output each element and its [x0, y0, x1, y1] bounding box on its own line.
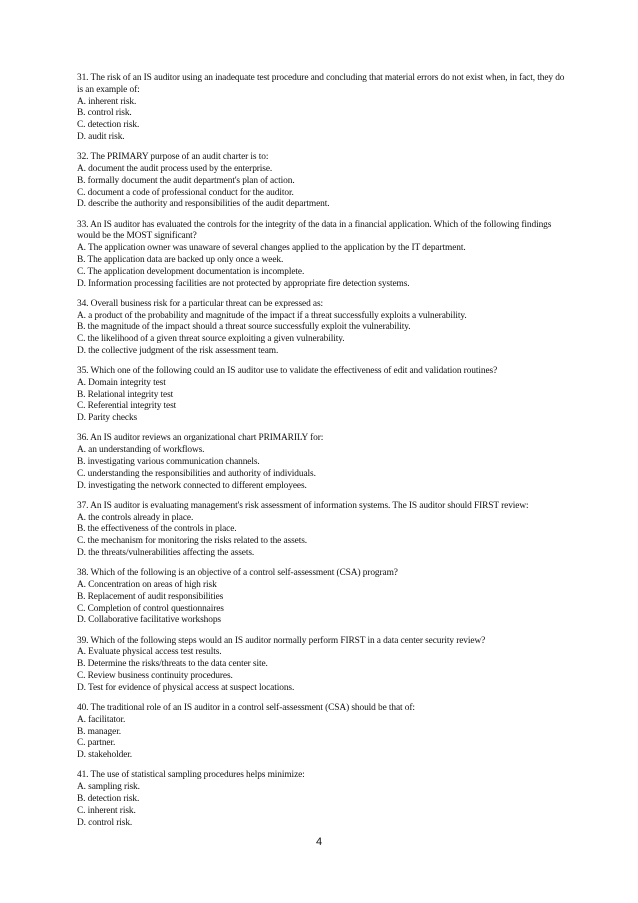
- option-b: B. Relational integrity test: [77, 389, 174, 400]
- option-c: C. document a code of professional conduct for the auditor.: [77, 187, 294, 198]
- option-a: A. facilitator.: [77, 714, 126, 725]
- question-stem: 34. Overall business risk for a particular threat can be expressed as:: [77, 298, 324, 309]
- option-d: D. investigating the network connected to different employees.: [77, 480, 307, 491]
- option-d: D. the collective judgment of the risk assessment team.: [77, 345, 279, 356]
- option-b: B. the effectiveness of the controls in place.: [77, 524, 237, 535]
- question-33: [77, 220, 567, 291]
- option-c: C. The application development documentation is incomplete.: [77, 266, 305, 277]
- option-c: C. understanding the responsibilities and authority of individuals.: [77, 468, 316, 479]
- option-c: C. Referential integrity test: [77, 401, 177, 412]
- question-stem: 39. Which of the following steps would an IS auditor normally perform FIRST in a data center security review?: [77, 635, 486, 646]
- option-d: D. Test for evidence of physical access at suspect locations.: [77, 682, 295, 693]
- option-c: C. detection risk.: [77, 120, 140, 131]
- option-d: D. describe the authority and responsibilities of the audit department.: [77, 199, 330, 210]
- question-35: [77, 366, 567, 425]
- option-d: D. stakeholder.: [77, 750, 132, 761]
- option-d: D. Collaborative facilitative workshops: [77, 615, 221, 626]
- question-stem: 37. An IS auditor is evaluating management's risk assessment of information systems. The IS auditor should FIRST review:: [77, 500, 529, 511]
- question-stem: 33. An IS auditor has evaluated the controls for the integrity of the data in a financial application. Which of the following findings would be the MOST significant?: [77, 219, 552, 242]
- question-31: [77, 73, 567, 144]
- option-b: B. Replacement of audit responsibilities: [77, 591, 224, 602]
- option-c: C. the likelihood of a given threat source exploiting a given vulnerability.: [77, 334, 345, 345]
- option-a: A. document the audit process used by the enterprise.: [77, 163, 273, 174]
- question-stem: 40. The traditional role of an IS auditor in a control self-assessment (CSA) should be that of:: [77, 702, 415, 713]
- question-38: [77, 568, 567, 627]
- option-d: D. audit risk.: [77, 131, 125, 142]
- option-c: C. Review business continuity procedures.: [77, 670, 233, 681]
- option-d: D. Information processing facilities are not protected by appropriate fire detection systems.: [77, 278, 410, 289]
- question-stem: 41. The use of statistical sampling procedures helps minimize:: [77, 770, 305, 781]
- option-b: B. detection risk.: [77, 793, 140, 804]
- option-a: A. Evaluate physical access test results.: [77, 647, 222, 658]
- option-b: B. investigating various communication channels.: [77, 457, 260, 468]
- question-39: [77, 636, 567, 695]
- option-b: B. control risk.: [77, 108, 132, 119]
- question-36: [77, 433, 567, 492]
- option-b: B. The application data are backed up only once a week.: [77, 254, 284, 265]
- option-b: B. Determine the risks/threats to the data center site.: [77, 659, 268, 670]
- question-32: [77, 152, 567, 211]
- option-a: A. the controls already in place.: [77, 512, 194, 523]
- option-d: D. Parity checks: [77, 413, 138, 424]
- page-number: 4: [315, 836, 323, 848]
- option-a: A. Domain integrity test: [77, 377, 166, 388]
- option-c: C. the mechanism for monitoring the risks related to the assets.: [77, 536, 308, 547]
- option-d: D. the threats/vulnerabilities affecting the assets.: [77, 548, 255, 559]
- question-stem: 32. The PRIMARY purpose of an audit charter is to:: [77, 152, 269, 163]
- question-stem: 35. Which one of the following could an IS auditor use to validate the effectiveness of edit and validation routines?: [77, 366, 498, 377]
- option-c: C. inherent risk.: [77, 805, 136, 816]
- option-b: B. formally document the audit department's plan of action.: [77, 175, 295, 186]
- question-41: [77, 770, 567, 829]
- option-a: A. The application owner was unaware of several changes applied to the application by the IT department.: [77, 243, 466, 254]
- option-c: C. partner.: [77, 738, 116, 749]
- option-a: A. inherent risk.: [77, 96, 137, 107]
- option-b: B. the magnitude of the impact should a threat source successfully exploit the vulnerability.: [77, 322, 411, 333]
- option-a: A. a product of the probability and magnitude of the impact if a threat successfully exploits a vulnerability.: [77, 310, 467, 321]
- option-c: C. Completion of control questionnaires: [77, 603, 224, 614]
- question-40: [77, 703, 567, 762]
- question-stem: 38. Which of the following is an objective of a control self-assessment (CSA) program?: [77, 568, 398, 579]
- question-list: [77, 73, 567, 838]
- option-a: A. Concentration on areas of high risk: [77, 580, 217, 591]
- question-stem: 31. The risk of an IS auditor using an inadequate test procedure and concluding that material errors do not exist when, in fact, they do is an example of:: [77, 73, 565, 95]
- question-37: [77, 501, 567, 560]
- option-d: D. control risk.: [77, 817, 133, 828]
- question-stem: 36. An IS auditor reviews an organizational chart PRIMARILY for:: [77, 433, 324, 444]
- option-b: B. manager.: [77, 726, 121, 737]
- question-34: [77, 299, 567, 358]
- option-a: A. an understanding of workflows.: [77, 445, 205, 456]
- option-a: A. sampling risk.: [77, 782, 140, 793]
